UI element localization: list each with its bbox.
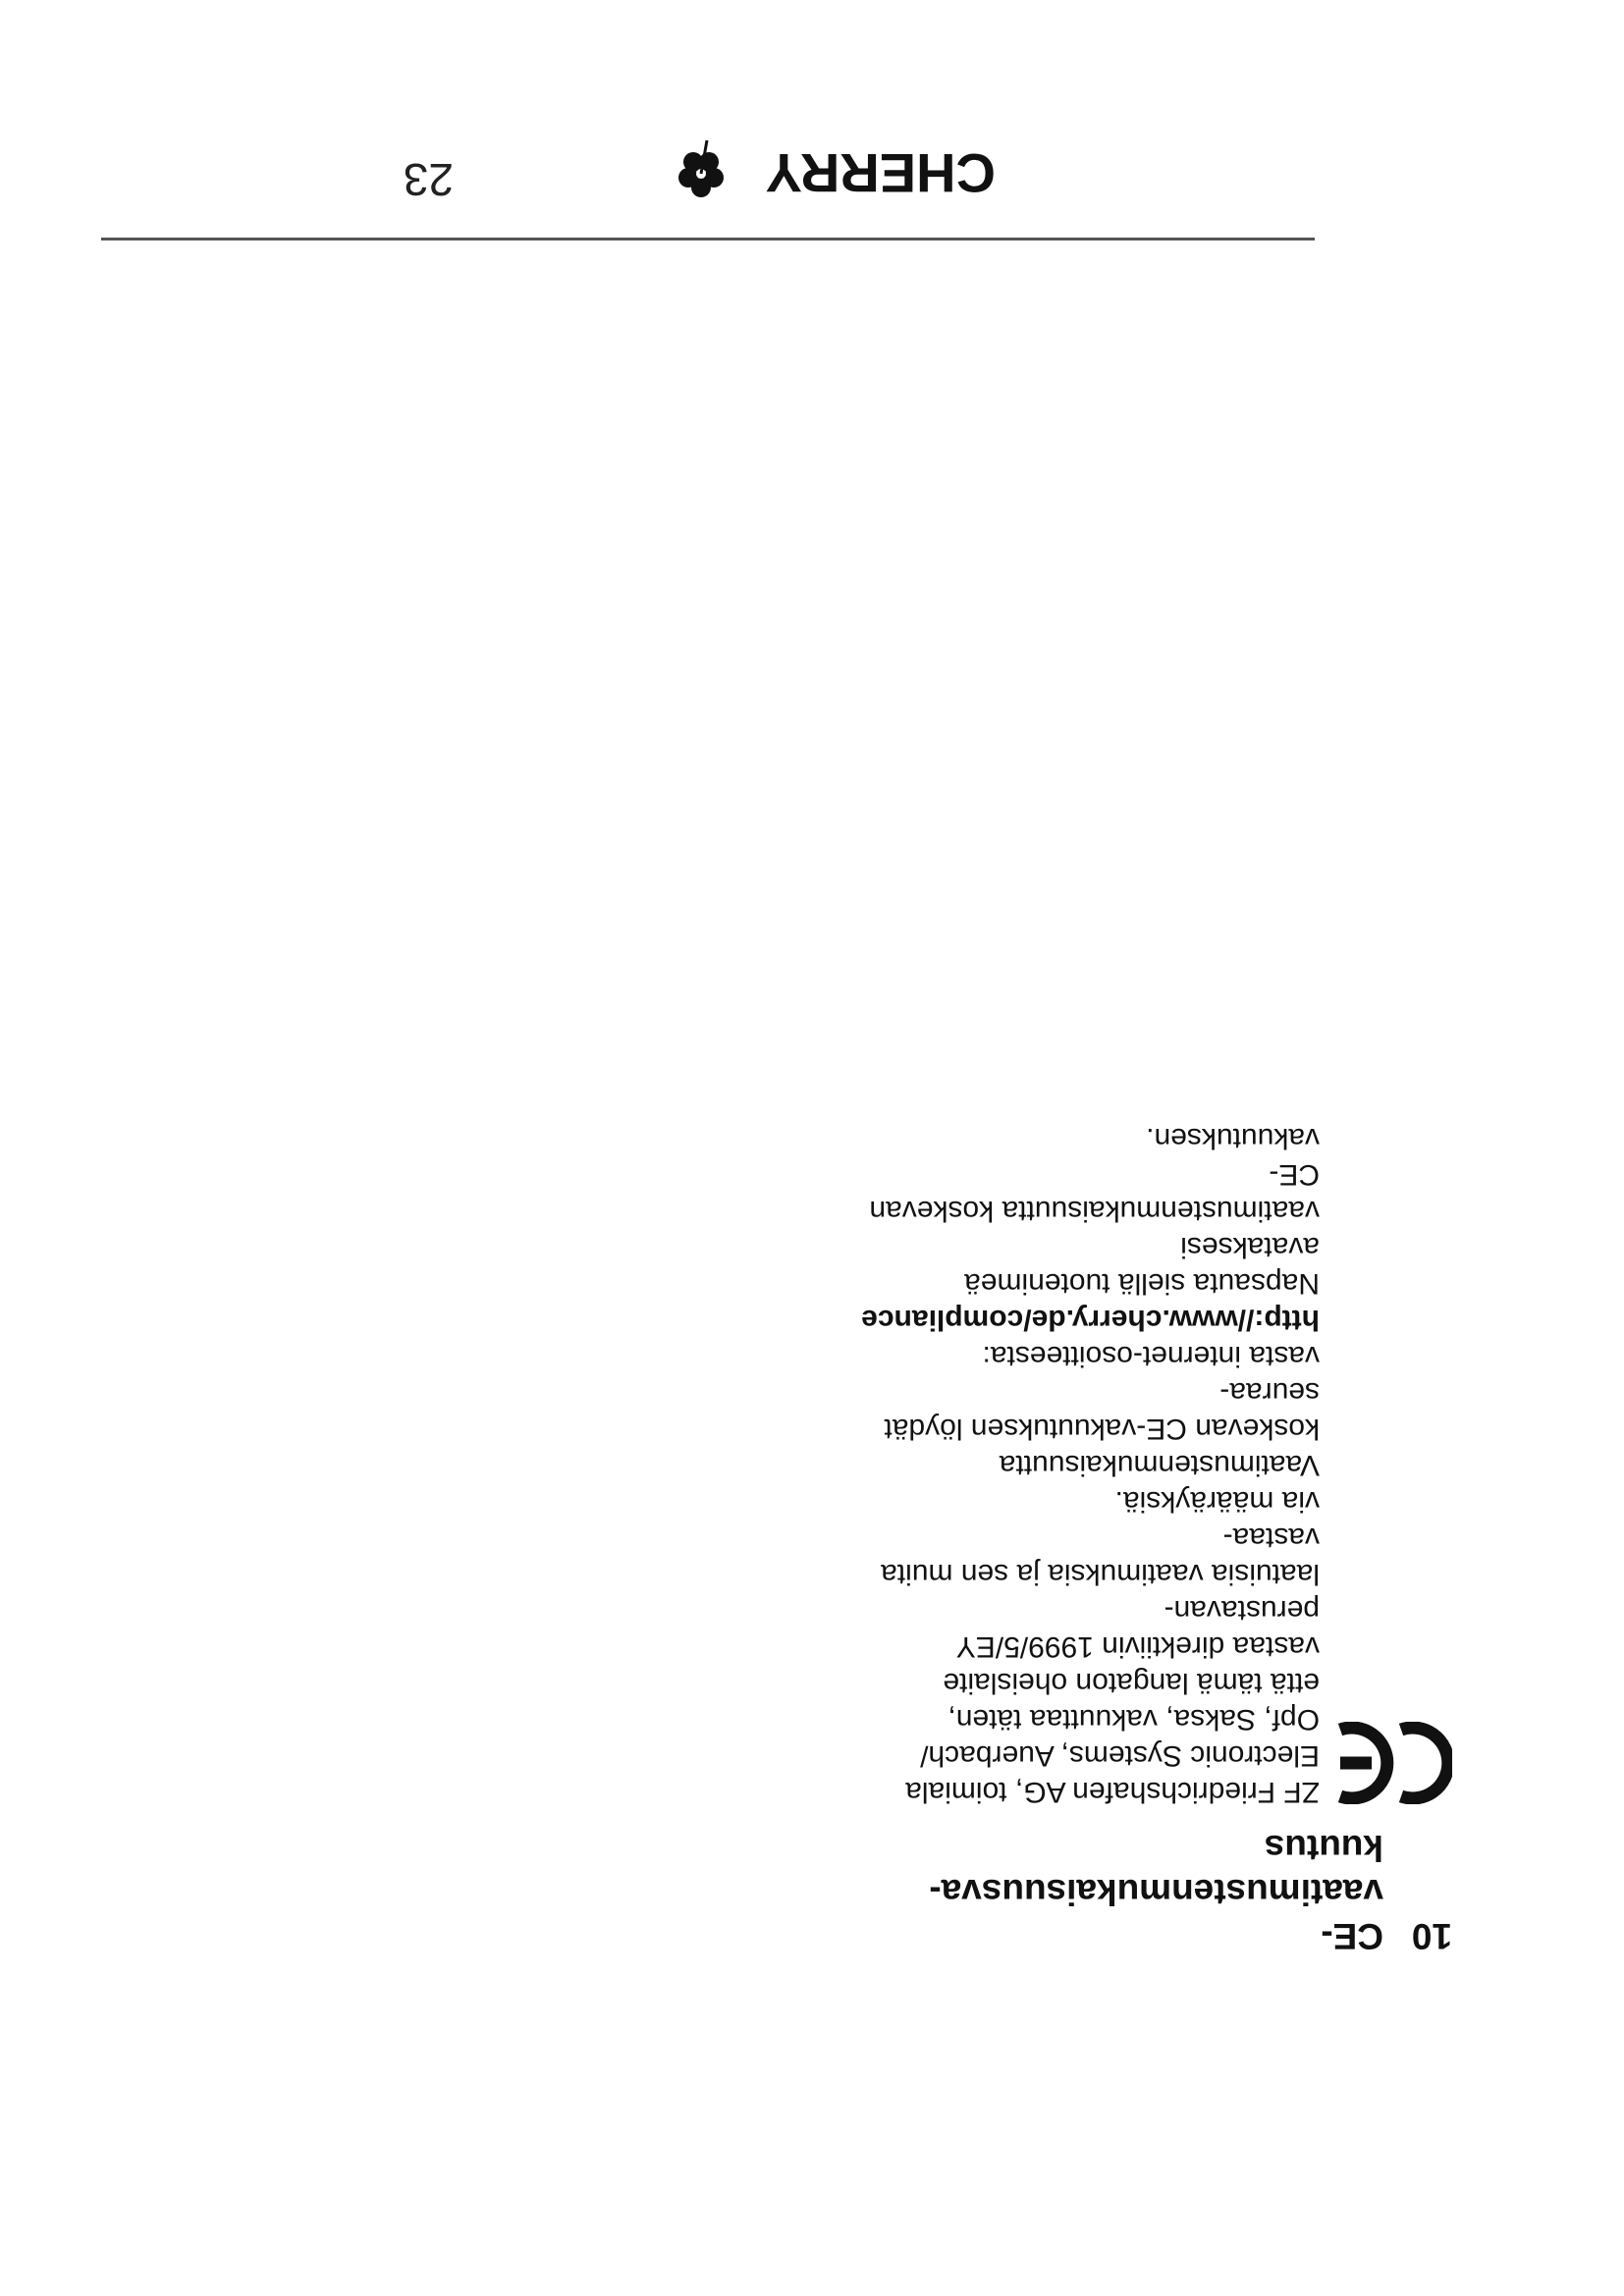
declaration-text xyxy=(861,1120,1320,1810)
page-number: 23 xyxy=(403,154,454,205)
cherry-logo xyxy=(662,134,996,213)
footer-divider xyxy=(101,238,1315,240)
section-content xyxy=(861,1120,1452,1958)
text-line: vastaa direktiivin 1999/5/EY perustavan- xyxy=(956,1594,1320,1663)
text-line: via määräyksiä. Vaatimustenmukaisuutta xyxy=(999,1449,1320,1518)
text-line: vakuutuksen. xyxy=(1146,1122,1320,1154)
logo-wordmark: CHERRY xyxy=(765,142,996,204)
text-line: koskevan CE-vakuutuksen löydät seuraa- xyxy=(884,1376,1320,1445)
text-line: Electronic Systems, Auerbach/ xyxy=(920,1739,1320,1772)
ce-declaration-row xyxy=(861,1120,1452,1814)
section-heading xyxy=(902,1826,1452,1958)
cherry-blossom-icon xyxy=(678,140,724,197)
ce-mark-icon xyxy=(1320,1717,1452,1814)
text-line: ZF Friedrichshafen AG, toimiala xyxy=(905,1776,1320,1808)
text-line: vasta internet-osoitteesta: xyxy=(982,1340,1320,1372)
text-line: Opf, Saksa, vakuuttaa täten, xyxy=(947,1703,1320,1735)
section-title: CE-vaatimustenmukaisuusva-kuutus xyxy=(929,1828,1383,1956)
text-line: että tämä langaton oheislaite xyxy=(943,1667,1320,1699)
text-line: vaatimustenmukaisuutta koskevan CE- xyxy=(869,1158,1320,1227)
text-line: Napsauta siellä tuotenimeä avataksesi xyxy=(964,1231,1320,1300)
compliance-link[interactable]: http://www.cherry.de/compliance xyxy=(861,1304,1320,1336)
text-line: laatuisia vaatimuksia ja sen muita vastaa- xyxy=(881,1522,1320,1590)
section-number: 10 xyxy=(1411,1916,1452,1956)
